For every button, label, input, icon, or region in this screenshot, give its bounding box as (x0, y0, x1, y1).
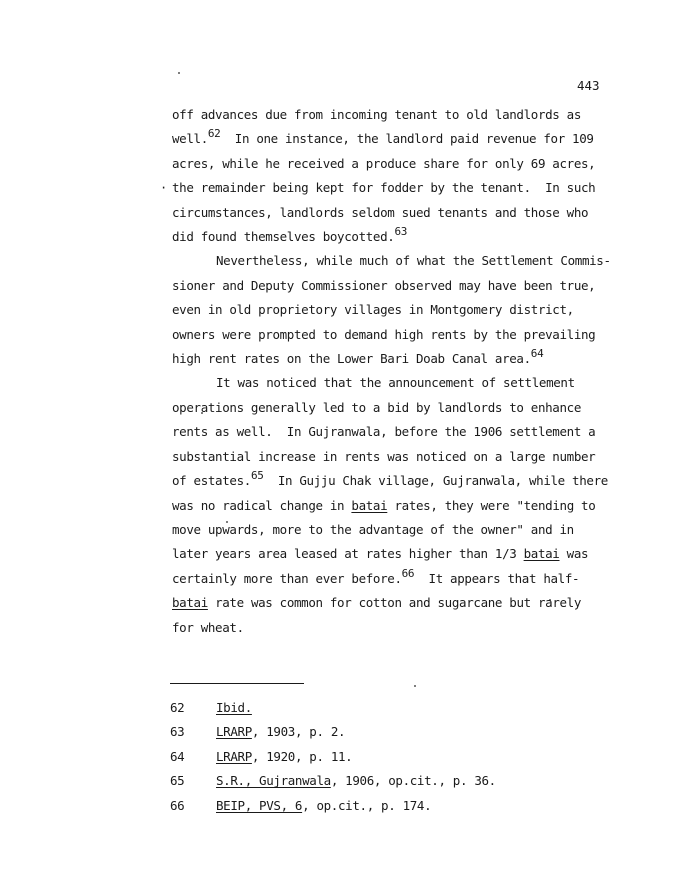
footnote-source: Ibid. (216, 700, 252, 715)
text-line (172, 347, 662, 371)
text-line (172, 518, 662, 542)
text-segment: It appears that half- (414, 570, 580, 586)
text-segment: move upwards, more to the advantage of the owner" and in (172, 521, 574, 537)
text-segment: for wheat. (172, 619, 244, 635)
text-segment: operations generally led to a bid by landlords to enhance (172, 399, 582, 415)
footnote-detail: , 1906, op.cit., p. 36. (330, 773, 496, 789)
text-line (172, 176, 662, 200)
text-line (172, 249, 662, 273)
footnote-source: LRARP (216, 748, 252, 764)
text-line (172, 494, 662, 518)
footnote-detail: , 1903, p. 2. (251, 724, 346, 740)
text-line (172, 542, 662, 566)
text-segment: rates, they were "tending to (387, 497, 596, 513)
text-line (172, 152, 662, 176)
footnote-rule (170, 683, 304, 684)
text-segment: circumstances, landlords seldom sued tenants and those who (172, 204, 589, 220)
underlined-term: batai (351, 497, 388, 513)
text-segment: was (559, 546, 589, 562)
page-number: 443 (577, 78, 600, 93)
text-segment: acres, while he received a produce share for only 69 acres, (172, 155, 596, 171)
underlined-term: batai (523, 546, 560, 562)
text-segment: substantial increase in rents was noticed on a large number (172, 448, 596, 464)
footnote-number: 62 (170, 700, 185, 715)
text-line (172, 274, 662, 298)
footnote-source: LRARP (216, 724, 252, 740)
footnote-number: 66 (170, 797, 185, 813)
scan-speck (414, 685, 416, 687)
text-line (172, 323, 662, 347)
text-segment: Nevertheless, while much of what the Settlement Commis- (216, 253, 611, 269)
footnote-item (170, 696, 496, 720)
footnote-ref: 62 (207, 127, 221, 141)
footnote-ref: 65 (250, 468, 264, 482)
text-segment: rents as well. In Gujranwala, before the 1906 settlement a (172, 424, 596, 440)
text-line (172, 225, 662, 249)
footnotes-list (170, 696, 496, 818)
text-segment: In Gujju Chak village, Gujranwala, while there (263, 473, 608, 489)
text-segment: the remainder being kept for fodder by the tenant. In such (172, 180, 596, 196)
text-segment: In one instance, the landlord paid revenue for 109 (220, 131, 594, 147)
text-line (172, 201, 662, 225)
footnote-ref: 64 (530, 346, 544, 360)
footnote-detail: , op.cit., p. 174. (302, 797, 432, 813)
text-line (172, 298, 662, 322)
text-line (172, 591, 662, 615)
text-line (172, 127, 662, 151)
text-segment: later years area leased at rates higher than 1/3 (172, 546, 524, 562)
underlined-term: batai (172, 595, 208, 611)
scan-speck (178, 72, 180, 74)
footnote-ref: 63 (394, 224, 407, 238)
text-segment: high rent rates on the Lower Bari Doab Canal area. (172, 351, 531, 367)
footnote-source: BEIP, PVS, 6 (216, 797, 303, 813)
text-line (172, 445, 662, 469)
text-segment: was no radical change in (172, 497, 352, 513)
text-segment: It was noticed that the announcement of settlement (216, 375, 575, 391)
text-line (172, 103, 662, 127)
text-segment: of estates. (172, 473, 251, 489)
footnote-number: 65 (170, 773, 185, 789)
footnote-item (170, 720, 496, 744)
footnote-number: 64 (170, 748, 185, 764)
footnote-item (170, 769, 496, 793)
body-text (172, 103, 662, 640)
footnote-ref: 66 (401, 566, 415, 580)
text-line (172, 371, 662, 395)
text-segment: even in old proprietory villages in Montgomery district, (172, 302, 574, 318)
text-segment: did found themselves boycotted. (172, 229, 395, 245)
text-segment: rate was common for cotton and sugarcane but rarely (207, 595, 582, 611)
text-segment: owners were prompted to demand high rents by the prevailing (172, 326, 596, 342)
text-line (172, 469, 662, 493)
text-line (172, 420, 662, 444)
text-segment: well. (172, 131, 208, 147)
footnote-number: 63 (170, 724, 185, 740)
footnote-item (170, 794, 496, 818)
text-segment: off advances due from incoming tenant to old landlords as (172, 107, 582, 122)
footnote-detail: , 1920, p. 11. (251, 748, 353, 764)
text-line (172, 396, 662, 420)
text-segment: certainly more than ever before. (172, 570, 402, 586)
footnote-source: S.R., Gujranwala (216, 773, 331, 789)
margin-mark: · (160, 181, 168, 195)
text-segment: sioner and Deputy Commissioner observed may have been true, (172, 277, 596, 293)
text-line (172, 616, 662, 640)
footnote-item (170, 745, 496, 769)
text-line (172, 567, 662, 591)
